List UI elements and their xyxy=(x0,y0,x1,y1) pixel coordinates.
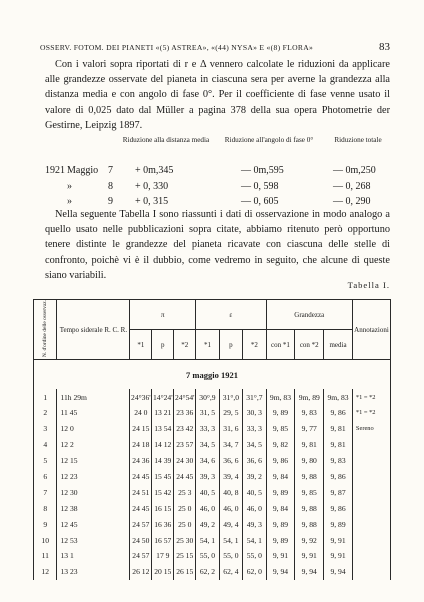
table-cell: 40, 5 xyxy=(243,484,266,500)
date-row xyxy=(34,360,391,390)
reduction-cell-total: — 0, 290 xyxy=(333,196,371,207)
description-paragraph xyxy=(45,207,390,283)
running-header xyxy=(40,41,390,53)
table-cell: 9, 89 xyxy=(266,532,295,548)
table-cell: 3 xyxy=(34,421,57,437)
table-cell: 9, 88 xyxy=(295,469,324,485)
col-header-pi: π xyxy=(130,300,196,330)
observation-body xyxy=(34,360,391,580)
table-cell xyxy=(352,453,390,469)
col-header-time: Tempo siderale R. C. R. xyxy=(57,300,130,360)
table-cell: 9, 91 xyxy=(266,548,295,564)
table-cell: 9, 85 xyxy=(295,484,324,500)
col-header-eps: ε xyxy=(196,300,266,330)
table-cell: 23 57 xyxy=(174,437,196,453)
table-cell: 24 15 xyxy=(130,421,152,437)
table-cell: 40, 8 xyxy=(219,484,242,500)
table-cell: Sereno xyxy=(352,421,390,437)
table-cell: 31°,7 xyxy=(243,389,266,405)
table-cell: 16 57 xyxy=(152,532,174,548)
table-cell xyxy=(352,564,390,580)
reduction-cell-phase: — 0m,595 xyxy=(241,165,284,176)
table-cell: 6 xyxy=(34,469,57,485)
table-cell: 9, 85 xyxy=(266,421,295,437)
table-cell: 9, 89 xyxy=(324,516,353,532)
reduction-col-phase: Riduzione all'angolo di fase 0° xyxy=(224,136,314,144)
table-cell: 25 3 xyxy=(174,484,196,500)
col-number-label: N. d'ordine delle osservaz. xyxy=(42,300,49,358)
table-cell: 49, 4 xyxy=(219,516,242,532)
table-cell: 26 15 xyxy=(174,564,196,580)
table-cell: 30, 3 xyxy=(243,405,266,421)
table-cell: 9, 84 xyxy=(266,469,295,485)
table-cell: 12 2 xyxy=(57,437,130,453)
table-cell: 9, 82 xyxy=(266,437,295,453)
table-cell: 9m, 83 xyxy=(266,389,295,405)
reduction-cell-month: » xyxy=(67,196,72,207)
table-cell: 9, 86 xyxy=(324,500,353,516)
table-cell: 49, 3 xyxy=(243,516,266,532)
table-cell: 36, 6 xyxy=(219,453,242,469)
table-cell: 23 42 xyxy=(174,421,196,437)
table-cell: 9, 92 xyxy=(295,532,324,548)
reduction-col-total: Riduzione totale xyxy=(334,136,382,144)
sub-header-eps-1: p xyxy=(219,330,242,360)
table-cell: 13 1 xyxy=(57,548,130,564)
table-cell: 9, 91 xyxy=(324,532,353,548)
table-cell: 24 45 xyxy=(174,469,196,485)
table-cell: 24 18 xyxy=(130,437,152,453)
table-cell: 25 0 xyxy=(174,516,196,532)
description-text: Nella seguente Tabella I sono riassunti i dati di osservazione in modo analogo a quello usato nelle pubblicazioni sopra citate, abbiamo ritenuto però opportuno tenere distinte le grandezze del pianeta ricavate con ciascuna delle stelle di confronto, poichè vi è il dubbio, come vedremo in seguito, che alcune di queste siano variabili. xyxy=(45,209,390,281)
table-cell: 5 xyxy=(34,453,57,469)
table-cell: 9, 94 xyxy=(324,564,353,580)
table-cell: 24°36' xyxy=(130,389,152,405)
table-cell: 54, 1 xyxy=(196,532,219,548)
table-cell: 9, 86 xyxy=(266,453,295,469)
table-row xyxy=(34,516,391,532)
table-row xyxy=(34,532,391,548)
reduction-col-distance: Riduzione alla distanza media xyxy=(122,136,210,144)
reduction-body xyxy=(45,165,390,212)
table-cell: 24°54' xyxy=(174,389,196,405)
reduction-cell-day: 8 xyxy=(108,180,113,192)
table-cell: 39, 4 xyxy=(219,469,242,485)
reduction-cell-dist: + 0, 315 xyxy=(135,196,169,207)
reduction-cell-year: 1921 xyxy=(45,165,65,176)
table-row xyxy=(34,548,391,564)
reduction-cell-total: — 0, 268 xyxy=(333,180,371,192)
date-label: 7 maggio 1921 xyxy=(34,360,391,390)
table-cell: 13 21 xyxy=(152,405,174,421)
table-cell: 9, 89 xyxy=(266,516,295,532)
table-cell: 9m, 89 xyxy=(295,389,324,405)
table-cell: 12 23 xyxy=(57,469,130,485)
table-cell: 9, 80 xyxy=(295,453,324,469)
table-cell: 31, 6 xyxy=(219,421,242,437)
table-cell: 9, 89 xyxy=(266,405,295,421)
col-header-notes: Annotazioni xyxy=(352,300,390,360)
reduction-header xyxy=(45,135,390,165)
table-cell: *1 = *2 xyxy=(352,389,390,405)
table-cell: *1 = *2 xyxy=(352,405,390,421)
sub-header-magnitude-1: con *2 xyxy=(295,330,324,360)
table-cell: 9, 87 xyxy=(324,484,353,500)
table-row xyxy=(34,500,391,516)
intro-paragraph xyxy=(45,57,390,133)
table-cell: 54, 1 xyxy=(243,532,266,548)
col-header-number xyxy=(34,300,57,360)
reduction-row xyxy=(45,181,390,197)
table-cell: 7 xyxy=(34,484,57,500)
table-cell: 31, 5 xyxy=(196,405,219,421)
table-cell: 17 9 xyxy=(152,548,174,564)
table-cell: 25 30 xyxy=(174,532,196,548)
table-cell: 49, 2 xyxy=(196,516,219,532)
reduction-cell-phase: — 0, 598 xyxy=(241,180,279,192)
table-cell: 9, 81 xyxy=(324,437,353,453)
sub-header-pi-0: *1 xyxy=(130,330,152,360)
table-row xyxy=(34,437,391,453)
table-cell: 13 23 xyxy=(57,564,130,580)
table-cell: 12 53 xyxy=(57,532,130,548)
table-cell: 9, 84 xyxy=(266,500,295,516)
table-row xyxy=(34,484,391,500)
table-cell: 30°,9 xyxy=(196,389,219,405)
table-cell: 9, 88 xyxy=(295,500,324,516)
table-cell: 9, 89 xyxy=(266,484,295,500)
running-title: OSSERV. FOTOM. DEI PIANETI «(5) ASTREA», «(44) NYSA» E «(8) FLORA» xyxy=(40,43,314,52)
table-cell: 9, 94 xyxy=(295,564,324,580)
sub-header-pi-2: *2 xyxy=(174,330,196,360)
table-cell: 34, 5 xyxy=(196,437,219,453)
table-cell: 24 45 xyxy=(130,469,152,485)
sub-header-eps-0: *1 xyxy=(196,330,219,360)
table-cell: 24 30 xyxy=(174,453,196,469)
table-cell: 39, 3 xyxy=(196,469,219,485)
table-cell: 55, 0 xyxy=(219,548,242,564)
table-cell: 12 30 xyxy=(57,484,130,500)
table-cell: 29, 5 xyxy=(219,405,242,421)
table-cell: 12 15 xyxy=(57,453,130,469)
table-cell: 12 38 xyxy=(57,500,130,516)
table-cell: 9, 91 xyxy=(295,548,324,564)
table-cell: 23 36 xyxy=(174,405,196,421)
table-cell: 36, 6 xyxy=(243,453,266,469)
sub-header-pi-1: p xyxy=(152,330,174,360)
table-cell: 24 57 xyxy=(130,516,152,532)
table-cell: 25 15 xyxy=(174,548,196,564)
reduction-table xyxy=(45,135,390,212)
table-cell: 26 12 xyxy=(130,564,152,580)
table-cell: 34, 7 xyxy=(219,437,242,453)
table-cell: 9, 77 xyxy=(295,421,324,437)
table-cell: 13 54 xyxy=(152,421,174,437)
table-cell: 33, 3 xyxy=(196,421,219,437)
table-cell: 46, 0 xyxy=(219,500,242,516)
reduction-cell-day: 7 xyxy=(108,165,113,176)
table-caption: Tabella I. xyxy=(347,280,390,290)
table-cell: 54, 1 xyxy=(219,532,242,548)
table-cell: 12 45 xyxy=(57,516,130,532)
table-cell: 20 15 xyxy=(152,564,174,580)
table-cell: 9, 81 xyxy=(295,437,324,453)
table-cell: 46, 0 xyxy=(243,500,266,516)
table-cell: 40, 5 xyxy=(196,484,219,500)
table-cell: 9m, 83 xyxy=(324,389,353,405)
table-row xyxy=(34,389,391,405)
table-cell: 62, 4 xyxy=(219,564,242,580)
table-cell: 14°24' xyxy=(152,389,174,405)
table-cell: 12 xyxy=(34,564,57,580)
table-cell: 15 45 xyxy=(152,469,174,485)
table-cell: 16 15 xyxy=(152,500,174,516)
table-cell xyxy=(352,437,390,453)
table-row xyxy=(34,469,391,485)
table-cell: 9, 83 xyxy=(295,405,324,421)
table-cell xyxy=(352,469,390,485)
reduction-row xyxy=(45,165,390,181)
table-cell: 24 50 xyxy=(130,532,152,548)
table-cell xyxy=(352,532,390,548)
table-cell: 8 xyxy=(34,500,57,516)
observation-table xyxy=(33,299,391,580)
table-cell: 2 xyxy=(34,405,57,421)
reduction-cell-month: » xyxy=(67,180,72,192)
table-cell: 62, 0 xyxy=(243,564,266,580)
reduction-cell-month: Maggio xyxy=(67,165,99,176)
table-cell: 62, 2 xyxy=(196,564,219,580)
reduction-cell-dist: + 0m,345 xyxy=(135,165,174,176)
intro-text: Con i valori sopra riportati di r e Δ vennero calcolate le riduzioni da applicare alle grandezze osservate del pianeta in ciascuna sera per averne la grandezza alla distanza media e con angolo di fase 0°. Per il coefficiente di fase venne usato il valore di 0,025 dato dal Müller a pagina 378 della sua opera Photometrie der Gestirne, Leipzig 1897. xyxy=(45,59,390,131)
table-cell xyxy=(352,548,390,564)
table-cell: 4 xyxy=(34,437,57,453)
table-cell: 9, 91 xyxy=(324,548,353,564)
table-cell: 31°,0 xyxy=(219,389,242,405)
table-cell: 34, 5 xyxy=(243,437,266,453)
table-cell: 11 45 xyxy=(57,405,130,421)
table-cell: 1 xyxy=(34,389,57,405)
sub-header-magnitude-2: media xyxy=(324,330,353,360)
reduction-cell-phase: — 0, 605 xyxy=(241,196,279,207)
table-cell: 9, 81 xyxy=(324,421,353,437)
table-cell: 9, 83 xyxy=(324,453,353,469)
table-cell xyxy=(352,500,390,516)
reduction-cell-day: 9 xyxy=(108,196,113,207)
table-cell xyxy=(352,516,390,532)
sub-header-eps-2: *2 xyxy=(243,330,266,360)
col-header-magnitude: Grandezza xyxy=(266,300,352,330)
table-cell: 24 57 xyxy=(130,548,152,564)
reduction-cell-dist: + 0, 330 xyxy=(135,180,169,192)
table-cell: 9, 94 xyxy=(266,564,295,580)
table-cell: 9, 88 xyxy=(295,516,324,532)
table-cell: 24 45 xyxy=(130,500,152,516)
table-cell: 9, 86 xyxy=(324,469,353,485)
table-cell: 39, 2 xyxy=(243,469,266,485)
table-cell: 11 xyxy=(34,548,57,564)
table-cell: 9 xyxy=(34,516,57,532)
table-cell: 46, 0 xyxy=(196,500,219,516)
table-cell: 55, 0 xyxy=(243,548,266,564)
table-cell: 55, 0 xyxy=(196,548,219,564)
table-cell: 25 0 xyxy=(174,500,196,516)
table-cell xyxy=(352,484,390,500)
table-cell: 24 36 xyxy=(130,453,152,469)
table-cell: 9, 86 xyxy=(324,405,353,421)
table-cell: 34, 6 xyxy=(196,453,219,469)
table-row xyxy=(34,405,391,421)
table-cell: 14 12 xyxy=(152,437,174,453)
reduction-cell-total: — 0m,250 xyxy=(333,165,376,176)
table-cell: 33, 3 xyxy=(243,421,266,437)
table-row xyxy=(34,564,391,580)
table-cell: 10 xyxy=(34,532,57,548)
table-cell: 14 39 xyxy=(152,453,174,469)
table-cell: 11h 29m xyxy=(57,389,130,405)
table-row xyxy=(34,453,391,469)
table-row xyxy=(34,421,391,437)
sub-header-magnitude-0: con *1 xyxy=(266,330,295,360)
table-cell: 24 0 xyxy=(130,405,152,421)
table-cell: 12 0 xyxy=(57,421,130,437)
table-cell: 15 42 xyxy=(152,484,174,500)
table-cell: 16 36 xyxy=(152,516,174,532)
table-cell: 24 51 xyxy=(130,484,152,500)
page-number: 83 xyxy=(379,41,390,53)
